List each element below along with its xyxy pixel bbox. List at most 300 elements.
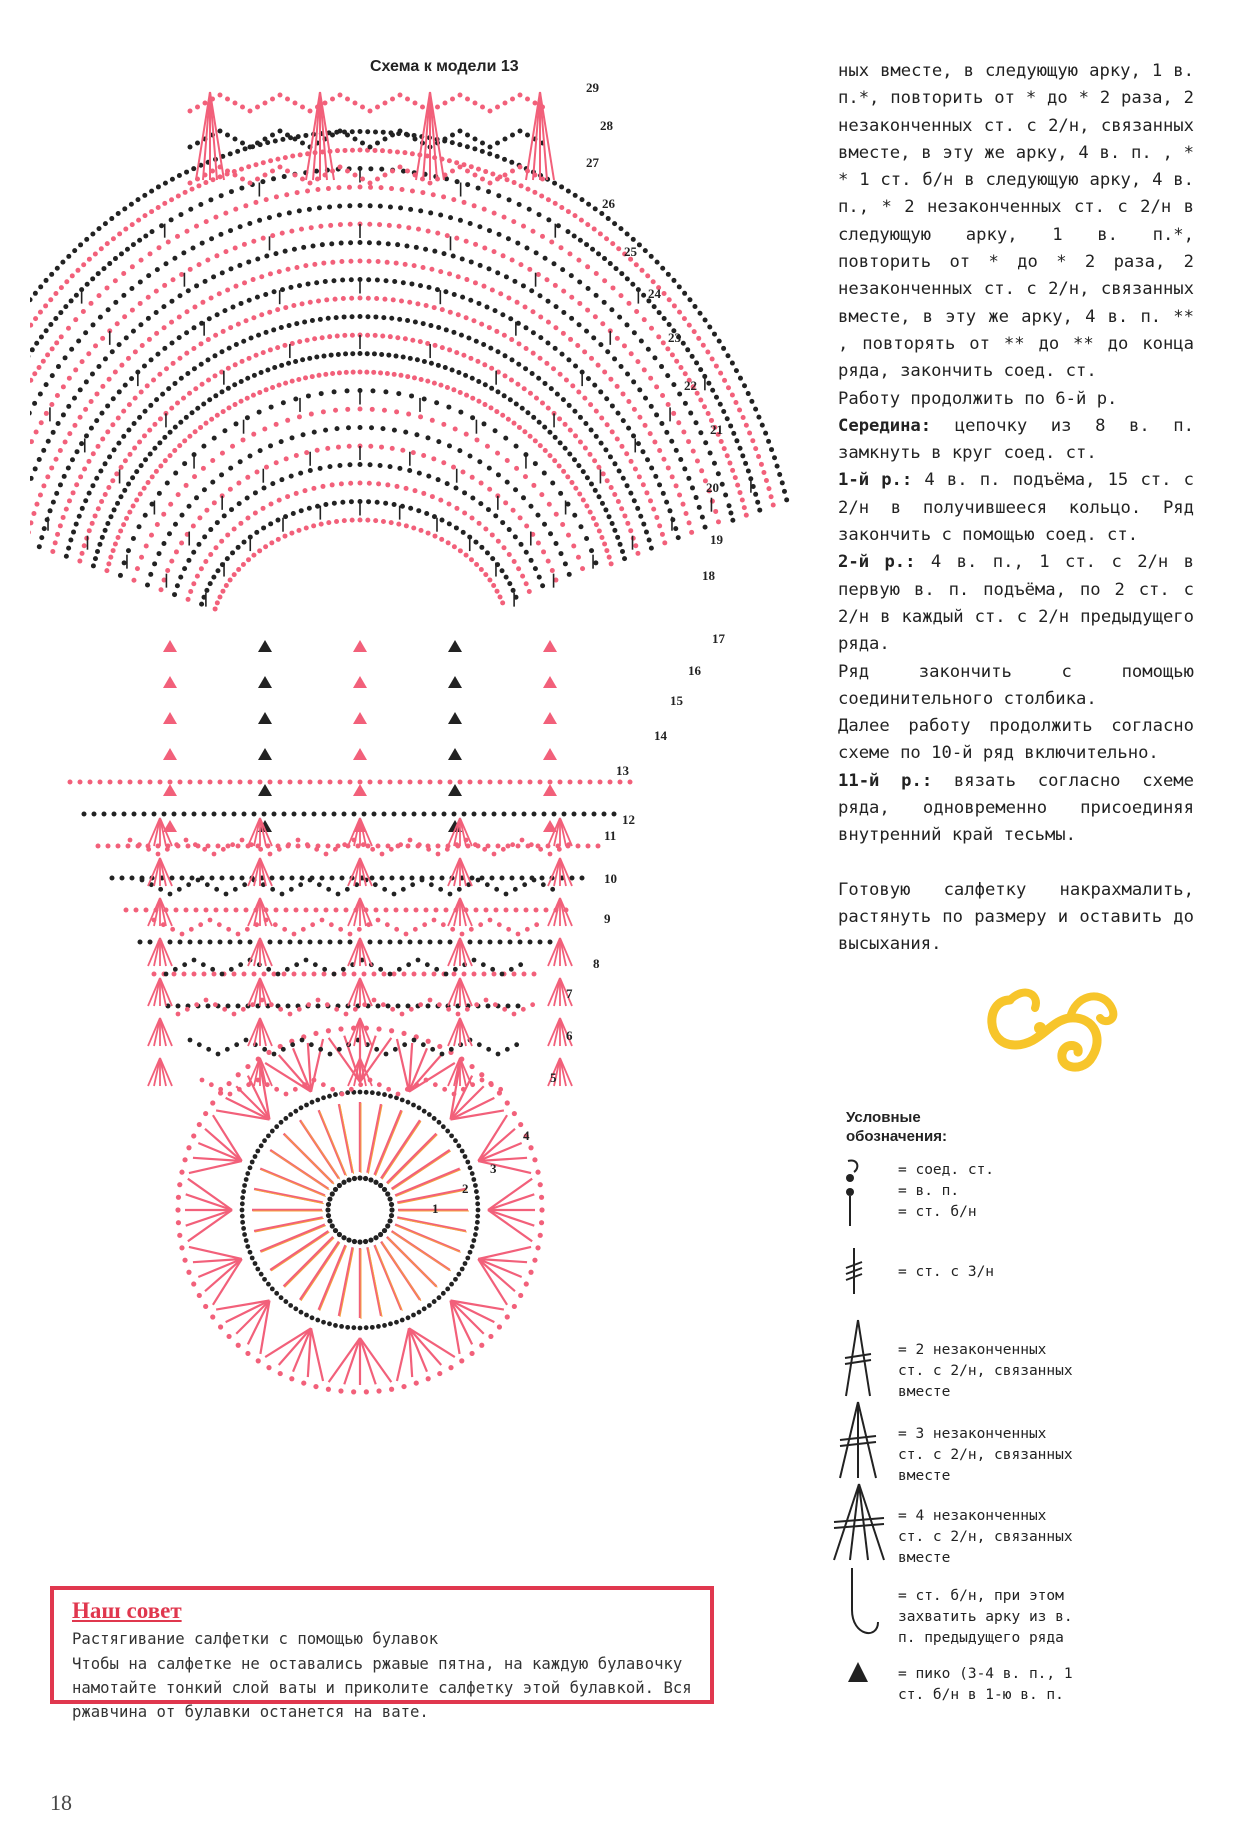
top-band-chain	[503, 137, 508, 142]
arc-chain-row	[674, 359, 679, 364]
arc-chain-row	[246, 164, 251, 169]
arc-chain-row	[121, 522, 126, 527]
arc-chain-row	[221, 409, 226, 414]
middle-row-chain	[274, 1087, 279, 1092]
arc-chain-row	[123, 227, 128, 232]
arc-chain-row	[263, 292, 268, 297]
arc-chain-row	[121, 434, 126, 439]
arc-chain-row	[169, 320, 174, 325]
arc-chain-row	[358, 240, 363, 245]
arc-chain-row	[222, 308, 227, 313]
arc-chain-row	[219, 472, 224, 477]
arc-chain-row	[178, 575, 183, 580]
ring-chain	[474, 1189, 479, 1194]
arc-chain-row	[81, 262, 86, 267]
instruction-middle: Середина: цепочку из 8 в. п. замкнуть в круг соед. ст.	[838, 415, 1194, 464]
arc-chain-row	[149, 209, 154, 214]
arc-chain-row	[737, 408, 742, 413]
arc-chain-row	[633, 467, 638, 472]
arc-chain-row	[228, 228, 233, 233]
arc-chain-row	[164, 261, 169, 266]
arc-chain-row	[596, 465, 601, 470]
arc-chain-row	[477, 459, 482, 464]
middle-row-chain	[290, 1042, 295, 1047]
arc-chain-row	[168, 502, 173, 507]
arc-chain-row	[306, 281, 311, 286]
arc-chain-row	[728, 511, 733, 516]
arc-chain-row	[204, 421, 209, 426]
arc-chain-row	[450, 140, 455, 145]
arc-chain-row	[348, 222, 353, 227]
ring-chain-pink	[226, 1334, 231, 1339]
middle-row-chain	[520, 838, 525, 843]
arc-chain-row	[577, 492, 582, 497]
middle-row-chain	[408, 838, 413, 843]
arc-chain-row	[379, 167, 384, 172]
ring-chain	[240, 1220, 245, 1225]
arc-chain-row	[561, 469, 566, 474]
fan-row-chain	[82, 812, 87, 817]
top-band-chain	[263, 101, 268, 106]
arc-chain-row	[246, 259, 251, 264]
arc-chain-row	[333, 408, 338, 413]
arc-chain-row	[73, 317, 78, 322]
fan-row-chain	[582, 812, 587, 817]
arc-chain-row	[91, 563, 96, 568]
arc-chain-row	[201, 466, 206, 471]
middle-row-chain	[541, 882, 546, 887]
fan-row-chain	[268, 780, 273, 785]
arc-chain-row	[121, 293, 126, 298]
ring-chain-pink	[176, 1195, 181, 1200]
arc-chain-row	[285, 418, 290, 423]
top-band-chain	[518, 93, 523, 98]
arc-chain-row	[109, 216, 114, 221]
arc-chain-row	[188, 589, 193, 594]
fan-row-chain	[298, 940, 303, 945]
arc-chain-row	[185, 309, 190, 314]
middle-row-chain	[504, 892, 509, 897]
arc-chain-row	[464, 277, 469, 282]
arc-chain-row	[536, 541, 541, 546]
arc-chain-row	[753, 407, 758, 412]
fan-row-chain	[234, 908, 239, 913]
arc-chain-row	[117, 342, 122, 347]
fan-row-chain	[478, 940, 483, 945]
arc-chain-row	[554, 541, 559, 546]
arc-chain-row	[505, 177, 510, 182]
arc-chain-row	[358, 481, 363, 486]
arc-chain-row	[464, 315, 469, 320]
top-band-chain	[405, 169, 410, 174]
fan-row-chain	[432, 812, 437, 817]
arc-chain-row	[129, 286, 134, 291]
arc-chain-row	[51, 500, 56, 505]
arc-chain-row	[284, 192, 289, 197]
ring-chain-pink	[401, 1384, 406, 1389]
arc-chain-row	[527, 589, 532, 594]
fan-row-chain	[312, 812, 317, 817]
ring-chain	[250, 1160, 255, 1165]
arc-chain-row	[377, 222, 382, 227]
arc-chain-row	[628, 491, 633, 496]
middle-row-chain	[209, 1082, 214, 1087]
arc-chain-row	[300, 301, 305, 306]
arc-chain-row	[347, 462, 352, 467]
top-band-chain	[360, 141, 365, 146]
fan-row-chain	[408, 780, 413, 785]
arc-chain-row	[257, 410, 262, 415]
arc-chain-row	[784, 497, 789, 502]
arc-chain-row	[694, 495, 699, 500]
arc-chain-row	[294, 321, 299, 326]
fan-row-chain	[576, 844, 581, 849]
arc-chain-row	[610, 403, 615, 408]
arc-chain-row	[165, 568, 170, 573]
arc-chain-row	[247, 356, 252, 361]
middle-row-chain	[218, 1087, 223, 1092]
ring-chain-pink	[179, 1170, 184, 1175]
arc-chain-row	[510, 257, 515, 262]
fan-row-chain	[508, 940, 513, 945]
arc-chain-row	[500, 413, 505, 418]
arc-chain-row	[626, 399, 631, 404]
fan-row-chain	[178, 940, 183, 945]
slip-stitch-icon	[842, 1156, 866, 1186]
fan-row-chain	[120, 876, 125, 881]
arc-chain-row	[232, 526, 237, 531]
arc-chain-row	[632, 407, 637, 412]
arc-chain-row	[524, 325, 529, 330]
arc-chain-row	[173, 471, 178, 476]
ring-chain-pink	[177, 1233, 182, 1238]
ring-chain	[453, 1277, 458, 1282]
arc-chain-row	[592, 383, 597, 388]
arc-chain-row	[470, 515, 475, 520]
arc-chain-row	[587, 452, 592, 457]
arc-chain-row	[129, 376, 134, 381]
arc-chain-row	[103, 528, 108, 533]
fan-row-chain	[290, 876, 295, 881]
arc-chain-row	[649, 404, 654, 409]
arc-chain-row	[666, 272, 671, 277]
middle-row-chain	[385, 922, 390, 927]
arc-chain-row	[215, 312, 220, 317]
ring-chain	[274, 1124, 279, 1129]
arc-chain-row	[710, 357, 715, 362]
ring-chain	[288, 1303, 293, 1308]
arc-chain-row	[469, 164, 474, 169]
arc-chain-row	[692, 329, 697, 334]
fan-stitch	[188, 1210, 232, 1241]
arc-chain-row	[303, 263, 308, 268]
arc-chain-row	[305, 189, 310, 194]
arc-chain-row	[137, 439, 142, 444]
arc-chain-row	[465, 182, 470, 187]
middle-row-chain	[341, 967, 346, 972]
arc-chain-row	[350, 129, 355, 134]
arc-chain-row	[110, 478, 115, 483]
arc-chain-row	[638, 514, 643, 519]
arc-chain-row	[373, 129, 378, 134]
top-band-chain	[480, 141, 485, 146]
arc-chain-row	[515, 241, 520, 246]
arc-chain-row	[528, 434, 533, 439]
ring-chain-pink	[301, 1380, 306, 1385]
spoke-stitch	[396, 1226, 461, 1253]
arc-chain-row	[634, 309, 639, 314]
arc-chain-row	[461, 353, 466, 358]
arc-chain-row	[100, 535, 105, 540]
ring-chain-pink	[539, 1195, 544, 1200]
middle-row-chain	[294, 962, 299, 967]
arc-chain-row	[389, 316, 394, 321]
arc-chain-row	[342, 314, 347, 319]
fan-row-chain	[608, 780, 613, 785]
arc-chain-row	[594, 271, 599, 276]
arc-chain-row	[274, 422, 279, 427]
arc-chain-row	[140, 343, 145, 348]
fan-row-chain	[242, 812, 247, 817]
arc-chain-row	[54, 457, 59, 462]
arc-chain-row	[447, 271, 452, 276]
top-band-chain	[240, 141, 245, 146]
fan-row-chain	[168, 940, 173, 945]
arc-chain-row	[294, 491, 299, 496]
arc-chain-row	[358, 129, 363, 134]
arc-chain-row	[158, 416, 163, 421]
row-number-label: 13	[616, 763, 629, 778]
arc-chain-row	[519, 183, 524, 188]
arc-chain-row	[80, 551, 85, 556]
arc-chain-row	[532, 190, 537, 195]
fan-row-chain	[252, 812, 257, 817]
instruction-label: 11-й р.:	[838, 770, 933, 791]
arc-chain-row	[452, 544, 457, 549]
arc-chain-row	[769, 447, 774, 452]
middle-row-chain	[398, 842, 403, 847]
fan-row-chain	[208, 940, 213, 945]
arc-chain-row	[573, 486, 578, 491]
fan-row-chain	[242, 972, 247, 977]
middle-row-chain	[317, 882, 322, 887]
middle-row-chain	[518, 962, 523, 967]
fan-stitch	[488, 1210, 534, 1226]
arc-chain-row	[256, 333, 261, 338]
fan-row-chain	[502, 812, 507, 817]
arc-chain-row	[165, 480, 170, 485]
middle-row-chain	[182, 962, 187, 967]
arc-chain-row	[653, 474, 658, 479]
center-ring-chain	[387, 1218, 392, 1223]
arc-chain-row	[594, 409, 599, 414]
fan-row-chain	[248, 940, 253, 945]
top-band-chain	[368, 145, 373, 150]
arc-chain-row	[757, 508, 762, 513]
arc-chain-row	[464, 239, 469, 244]
arc-chain-row	[631, 237, 636, 242]
arc-chain-row	[175, 583, 180, 588]
arc-chain-row	[126, 427, 131, 432]
arc-chain-row	[547, 453, 552, 458]
arc-chain-row	[191, 523, 196, 528]
arc-chain-row	[513, 534, 518, 539]
ring-chain-pink	[289, 1376, 294, 1381]
top-band-chain	[353, 173, 358, 178]
arc-chain-row	[311, 244, 316, 249]
fan-row-chain	[220, 876, 225, 881]
arc-chain-row	[401, 280, 406, 285]
arc-chain-row	[476, 167, 481, 172]
arc-chain-row	[151, 378, 156, 383]
middle-row-chain	[433, 1082, 438, 1087]
middle-row-chain	[224, 892, 229, 897]
arc-chain-row	[530, 371, 535, 376]
ring-chain	[432, 1116, 437, 1121]
middle-row-chain	[413, 927, 418, 932]
arc-chain-row	[315, 504, 320, 509]
middle-row-chain	[276, 972, 281, 977]
picot-mark	[543, 712, 557, 724]
middle-row-chain	[262, 1047, 267, 1052]
fan-row-chain	[458, 780, 463, 785]
center-ring-chain	[341, 1180, 346, 1185]
arc-chain-row	[301, 432, 306, 437]
picot-mark	[353, 712, 367, 724]
fan-row-chain	[548, 940, 553, 945]
ring-chain-pink	[218, 1324, 223, 1329]
fan-row-chain	[548, 780, 553, 785]
arc-chain-row	[96, 444, 101, 449]
arc-chain-row	[49, 272, 54, 277]
arc-chain-row	[621, 476, 626, 481]
arc-chain-row	[67, 431, 72, 436]
arc-chain-row	[184, 483, 189, 488]
tip-subtitle: Растягивание салфетки с помощью булавок	[72, 1630, 439, 1648]
arc-chain-row	[99, 246, 104, 251]
arc-chain-row	[186, 597, 191, 602]
ring-chain	[475, 1201, 480, 1206]
center-ring-chain	[325, 1207, 330, 1212]
arc-chain-row	[665, 373, 670, 378]
arc-chain-row	[335, 334, 340, 339]
arc-chain-row	[412, 263, 417, 268]
fan-row-chain	[162, 812, 167, 817]
arc-chain-row	[503, 373, 508, 378]
arc-chain-row	[219, 193, 224, 198]
arc-chain-row	[219, 539, 224, 544]
fan-row-chain	[326, 844, 331, 849]
middle-row-chain	[213, 1002, 218, 1007]
fan-row-chain	[408, 940, 413, 945]
fan-row-chain	[284, 908, 289, 913]
tip-title: Наш совет	[72, 1598, 182, 1623]
ring-chain	[422, 1306, 427, 1311]
fan-row-chain	[596, 844, 601, 849]
fan-row-chain	[482, 972, 487, 977]
arc-chain-row	[398, 373, 403, 378]
arc-chain-row	[116, 415, 121, 420]
arc-chain-row	[502, 545, 507, 550]
arc-chain-row	[223, 211, 228, 216]
arc-chain-row	[561, 289, 566, 294]
fan-row-chain	[482, 812, 487, 817]
arc-chain-row	[309, 412, 314, 417]
arc-chain-row	[296, 377, 301, 382]
row-number-label: 7	[566, 986, 573, 1001]
arc-chain-row	[573, 363, 578, 368]
arc-chain-row	[458, 410, 463, 415]
top-band-chain	[495, 105, 500, 110]
arc-chain-row	[123, 383, 128, 388]
ring-chain-pink	[197, 1122, 202, 1127]
arc-chain-row	[228, 151, 233, 156]
ring-chain-pink	[236, 1343, 241, 1348]
arc-chain-row	[569, 273, 574, 278]
arc-chain-row	[594, 522, 599, 527]
arc-chain-row	[232, 572, 237, 577]
middle-row-chain	[506, 927, 511, 932]
arc-chain-row	[245, 515, 250, 520]
arc-chain-row	[494, 329, 499, 334]
middle-row-chain	[234, 1042, 239, 1047]
ring-chain	[474, 1226, 479, 1231]
arc-chain-row	[396, 391, 401, 396]
arc-chain-row	[349, 296, 354, 301]
ring-chain	[270, 1287, 275, 1292]
arc-chain-row	[643, 396, 648, 401]
arc-chain-row	[130, 264, 135, 269]
arc-chain-row	[48, 508, 53, 513]
middle-row-chain	[489, 1082, 494, 1087]
arc-chain-row	[97, 226, 102, 231]
arc-chain-row	[56, 421, 61, 426]
arc-chain-row	[289, 229, 294, 234]
arc-chain-row	[114, 471, 119, 476]
arc-chain-row	[646, 347, 651, 352]
arc-chain-row	[130, 475, 135, 480]
arc-chain-row	[527, 207, 532, 212]
arc-chain-row	[323, 428, 328, 433]
fan-row-chain	[384, 908, 389, 913]
arc-chain-row	[610, 521, 615, 526]
fan-row-chain	[552, 812, 557, 817]
arc-chain-row	[64, 279, 69, 284]
arc-chain-row	[410, 151, 415, 156]
middle-row-chain	[174, 842, 179, 847]
top-band-chain	[300, 141, 305, 146]
arc-chain-row	[500, 520, 505, 525]
arc-chain-row	[117, 389, 122, 394]
arc-chain-row	[347, 185, 352, 190]
arc-chain-row	[652, 304, 657, 309]
arc-chain-row	[143, 233, 148, 238]
center-ring-chain	[337, 1183, 342, 1188]
ring-chain-pink	[197, 1293, 202, 1298]
arc-chain-row	[477, 224, 482, 229]
arc-chain-row	[121, 409, 126, 414]
top-band-chain	[218, 93, 223, 98]
arc-chain-row	[358, 314, 363, 319]
ring-chain	[427, 1303, 432, 1308]
arc-chain-row	[590, 247, 595, 252]
arc-chain-row	[435, 231, 440, 236]
arc-chain-row	[63, 355, 68, 360]
arc-chain-row	[671, 278, 676, 283]
center-ring-chain	[352, 1239, 357, 1244]
arc-chain-row	[329, 241, 334, 246]
center-ring-chain	[378, 1183, 383, 1188]
